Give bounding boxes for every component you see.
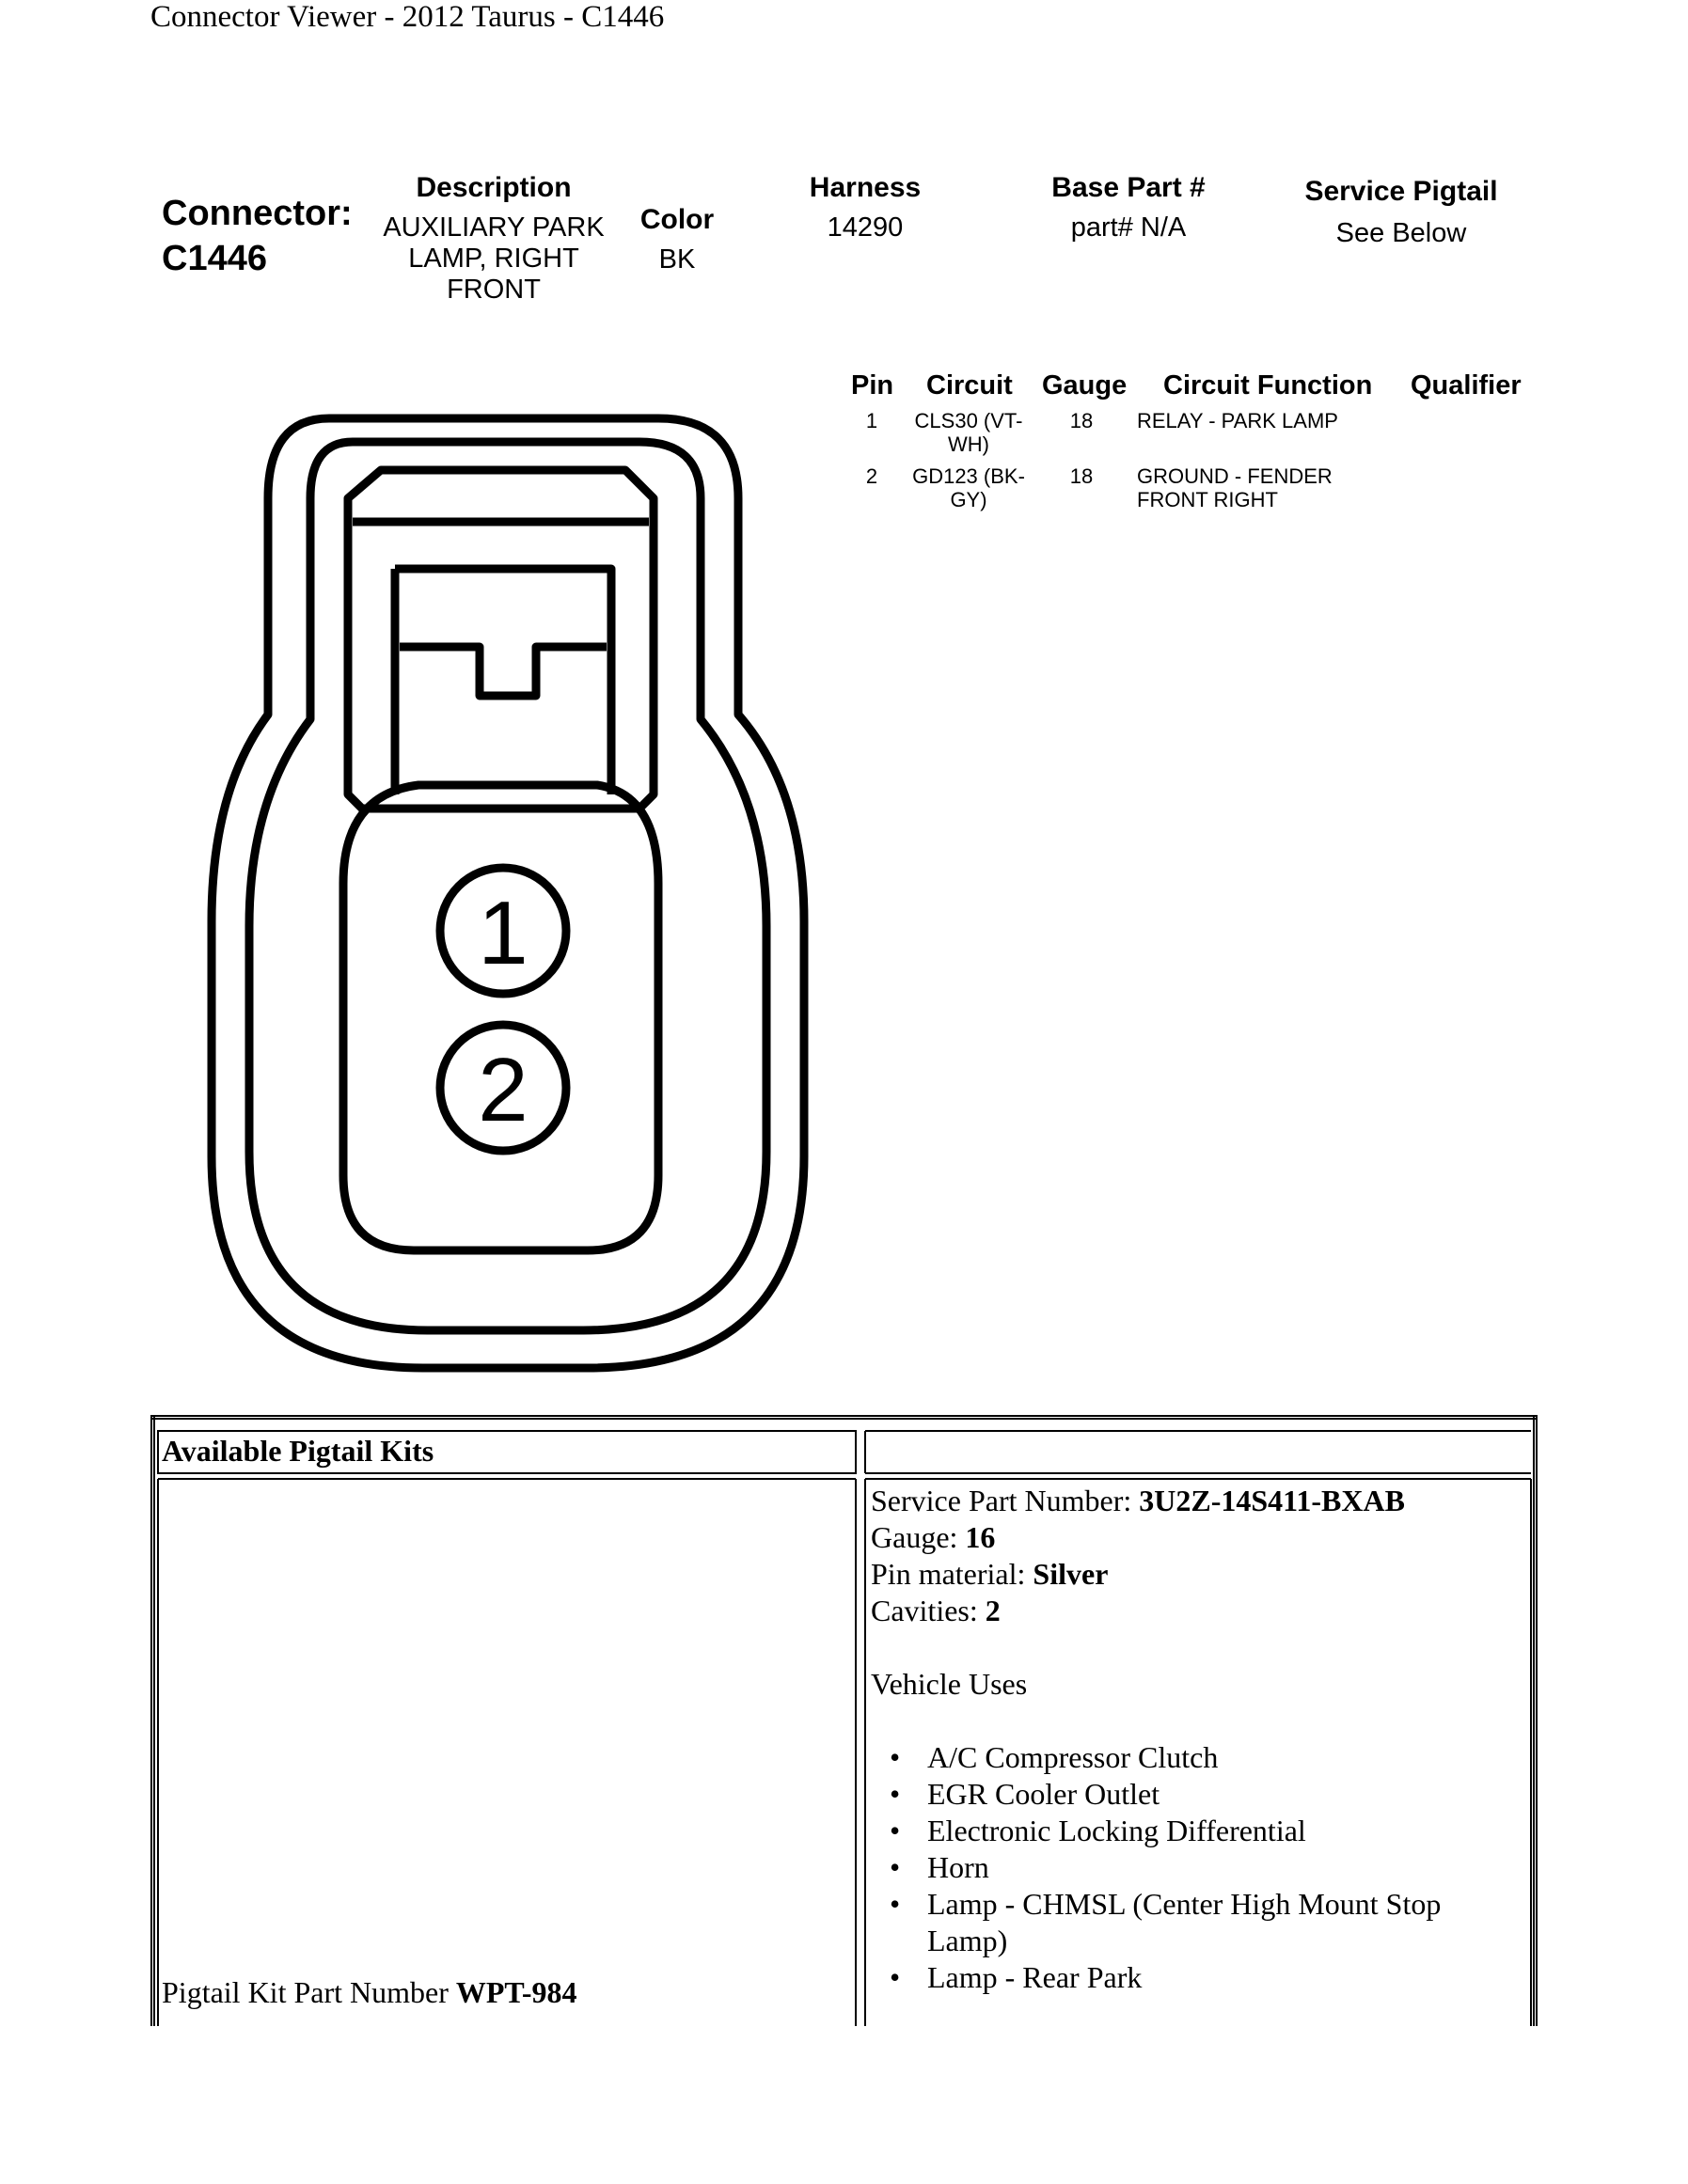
list-item (871, 1959, 1524, 1996)
function-line: RELAY - PARK LAMP (1137, 409, 1338, 432)
description-line: FRONT (447, 275, 541, 305)
base-part-header: Base Part # (1051, 172, 1206, 203)
color-header: Color (639, 204, 715, 235)
gauge-header: Gauge (1042, 370, 1128, 401)
description-line: AUXILIARY PARK (383, 212, 605, 243)
vehicle-use: EGR Cooler Outlet (927, 1777, 1160, 1811)
connector-label: Connector: (162, 194, 353, 233)
pigtail-kits-table (150, 1415, 1538, 2026)
pin-label-2: 2 (478, 1040, 528, 1140)
description-line: LAMP, RIGHT (408, 244, 579, 274)
pin-number: 2 (865, 464, 878, 488)
latch-notch (400, 647, 607, 696)
vehicle-use: Lamp - CHMSL (Center High Mount Stop Lamp) (927, 1887, 1442, 1957)
pin-function (1137, 409, 1338, 432)
gauge-line (871, 1519, 1524, 1556)
circuit-line: CLS30 (VT- (914, 409, 1023, 432)
service-part-number (871, 1483, 1524, 1519)
bullet-icon: • (890, 1740, 901, 1774)
color-value: BK (658, 244, 696, 275)
service-part-value: 3U2Z-14S411-BXAB (1139, 1484, 1405, 1517)
vehicle-uses-list (871, 1739, 1524, 1996)
pin-circuit (898, 464, 1039, 511)
pin-material-line (871, 1556, 1524, 1593)
vehicle-uses-label: Vehicle Uses (871, 1667, 1028, 1701)
pin-function (1137, 464, 1333, 511)
vehicle-use: Electronic Locking Differential (927, 1814, 1306, 1847)
pin-gauge: 18 (1069, 464, 1094, 488)
connector-face-diagram (188, 395, 828, 1391)
list-item (871, 1776, 1524, 1813)
list-item (871, 1886, 1524, 1959)
latch-window (395, 569, 611, 794)
kit-part-value: WPT-984 (455, 1975, 577, 2009)
service-pigtail-value: See Below (1335, 218, 1467, 248)
function-line: GROUND - FENDER (1137, 464, 1333, 488)
bullet-icon: • (890, 1777, 901, 1811)
circuit-header: Circuit (926, 370, 1013, 401)
pin-header: Pin (851, 370, 894, 401)
vehicle-use: A/C Compressor Clutch (927, 1740, 1219, 1774)
pin-well (343, 785, 658, 1250)
harness-value: 14290 (827, 212, 904, 243)
bullet-icon: • (890, 1850, 901, 1884)
gauge-value: 16 (965, 1520, 996, 1554)
list-item (871, 1813, 1524, 1849)
vehicle-use: Horn (927, 1850, 989, 1884)
pin-material-label: Pin material: (871, 1557, 1033, 1591)
pin-gauge: 18 (1069, 409, 1094, 432)
pigtail-kits-header: Available Pigtail Kits (162, 1434, 434, 1468)
pin-circuit (898, 409, 1039, 456)
list-item (871, 1739, 1524, 1776)
connector-id: C1446 (162, 239, 267, 278)
pin-label-1: 1 (478, 883, 528, 983)
bullet-icon: • (890, 1960, 901, 1994)
circuit-line: WH) (948, 432, 989, 456)
pin-number: 1 (865, 409, 878, 432)
function-line: FRONT RIGHT (1137, 488, 1278, 511)
list-item (871, 1849, 1524, 1886)
qualifier-header: Qualifier (1411, 370, 1522, 401)
kit-details (871, 1483, 1524, 1996)
page-title: Connector Viewer - 2012 Taurus - C1446 (150, 0, 665, 34)
service-pigtail-header: Service Pigtail (1304, 176, 1498, 207)
cavities-label: Cavities: (871, 1594, 986, 1627)
circuit-function-header: Circuit Function (1163, 370, 1373, 401)
pin-material-value: Silver (1033, 1557, 1109, 1591)
cavities-value: 2 (985, 1594, 1001, 1627)
cavities-line (871, 1593, 1524, 1629)
vehicle-use: Lamp - Rear Park (927, 1960, 1143, 1994)
description-value (376, 212, 611, 306)
harness-header: Harness (809, 172, 922, 203)
description-header: Description (416, 172, 572, 203)
circuit-line: GY) (950, 488, 987, 511)
bullet-icon: • (890, 1887, 901, 1921)
circuit-line: GD123 (BK- (912, 464, 1025, 488)
service-part-label: Service Part Number: (871, 1484, 1140, 1517)
kit-part-number (162, 1974, 576, 2011)
kit-part-label: Pigtail Kit Part Number (162, 1975, 456, 2009)
base-part-value: part# N/A (1070, 212, 1187, 243)
bullet-icon: • (890, 1814, 901, 1847)
connector-label-block (162, 191, 353, 281)
gauge-label: Gauge: (871, 1520, 966, 1554)
